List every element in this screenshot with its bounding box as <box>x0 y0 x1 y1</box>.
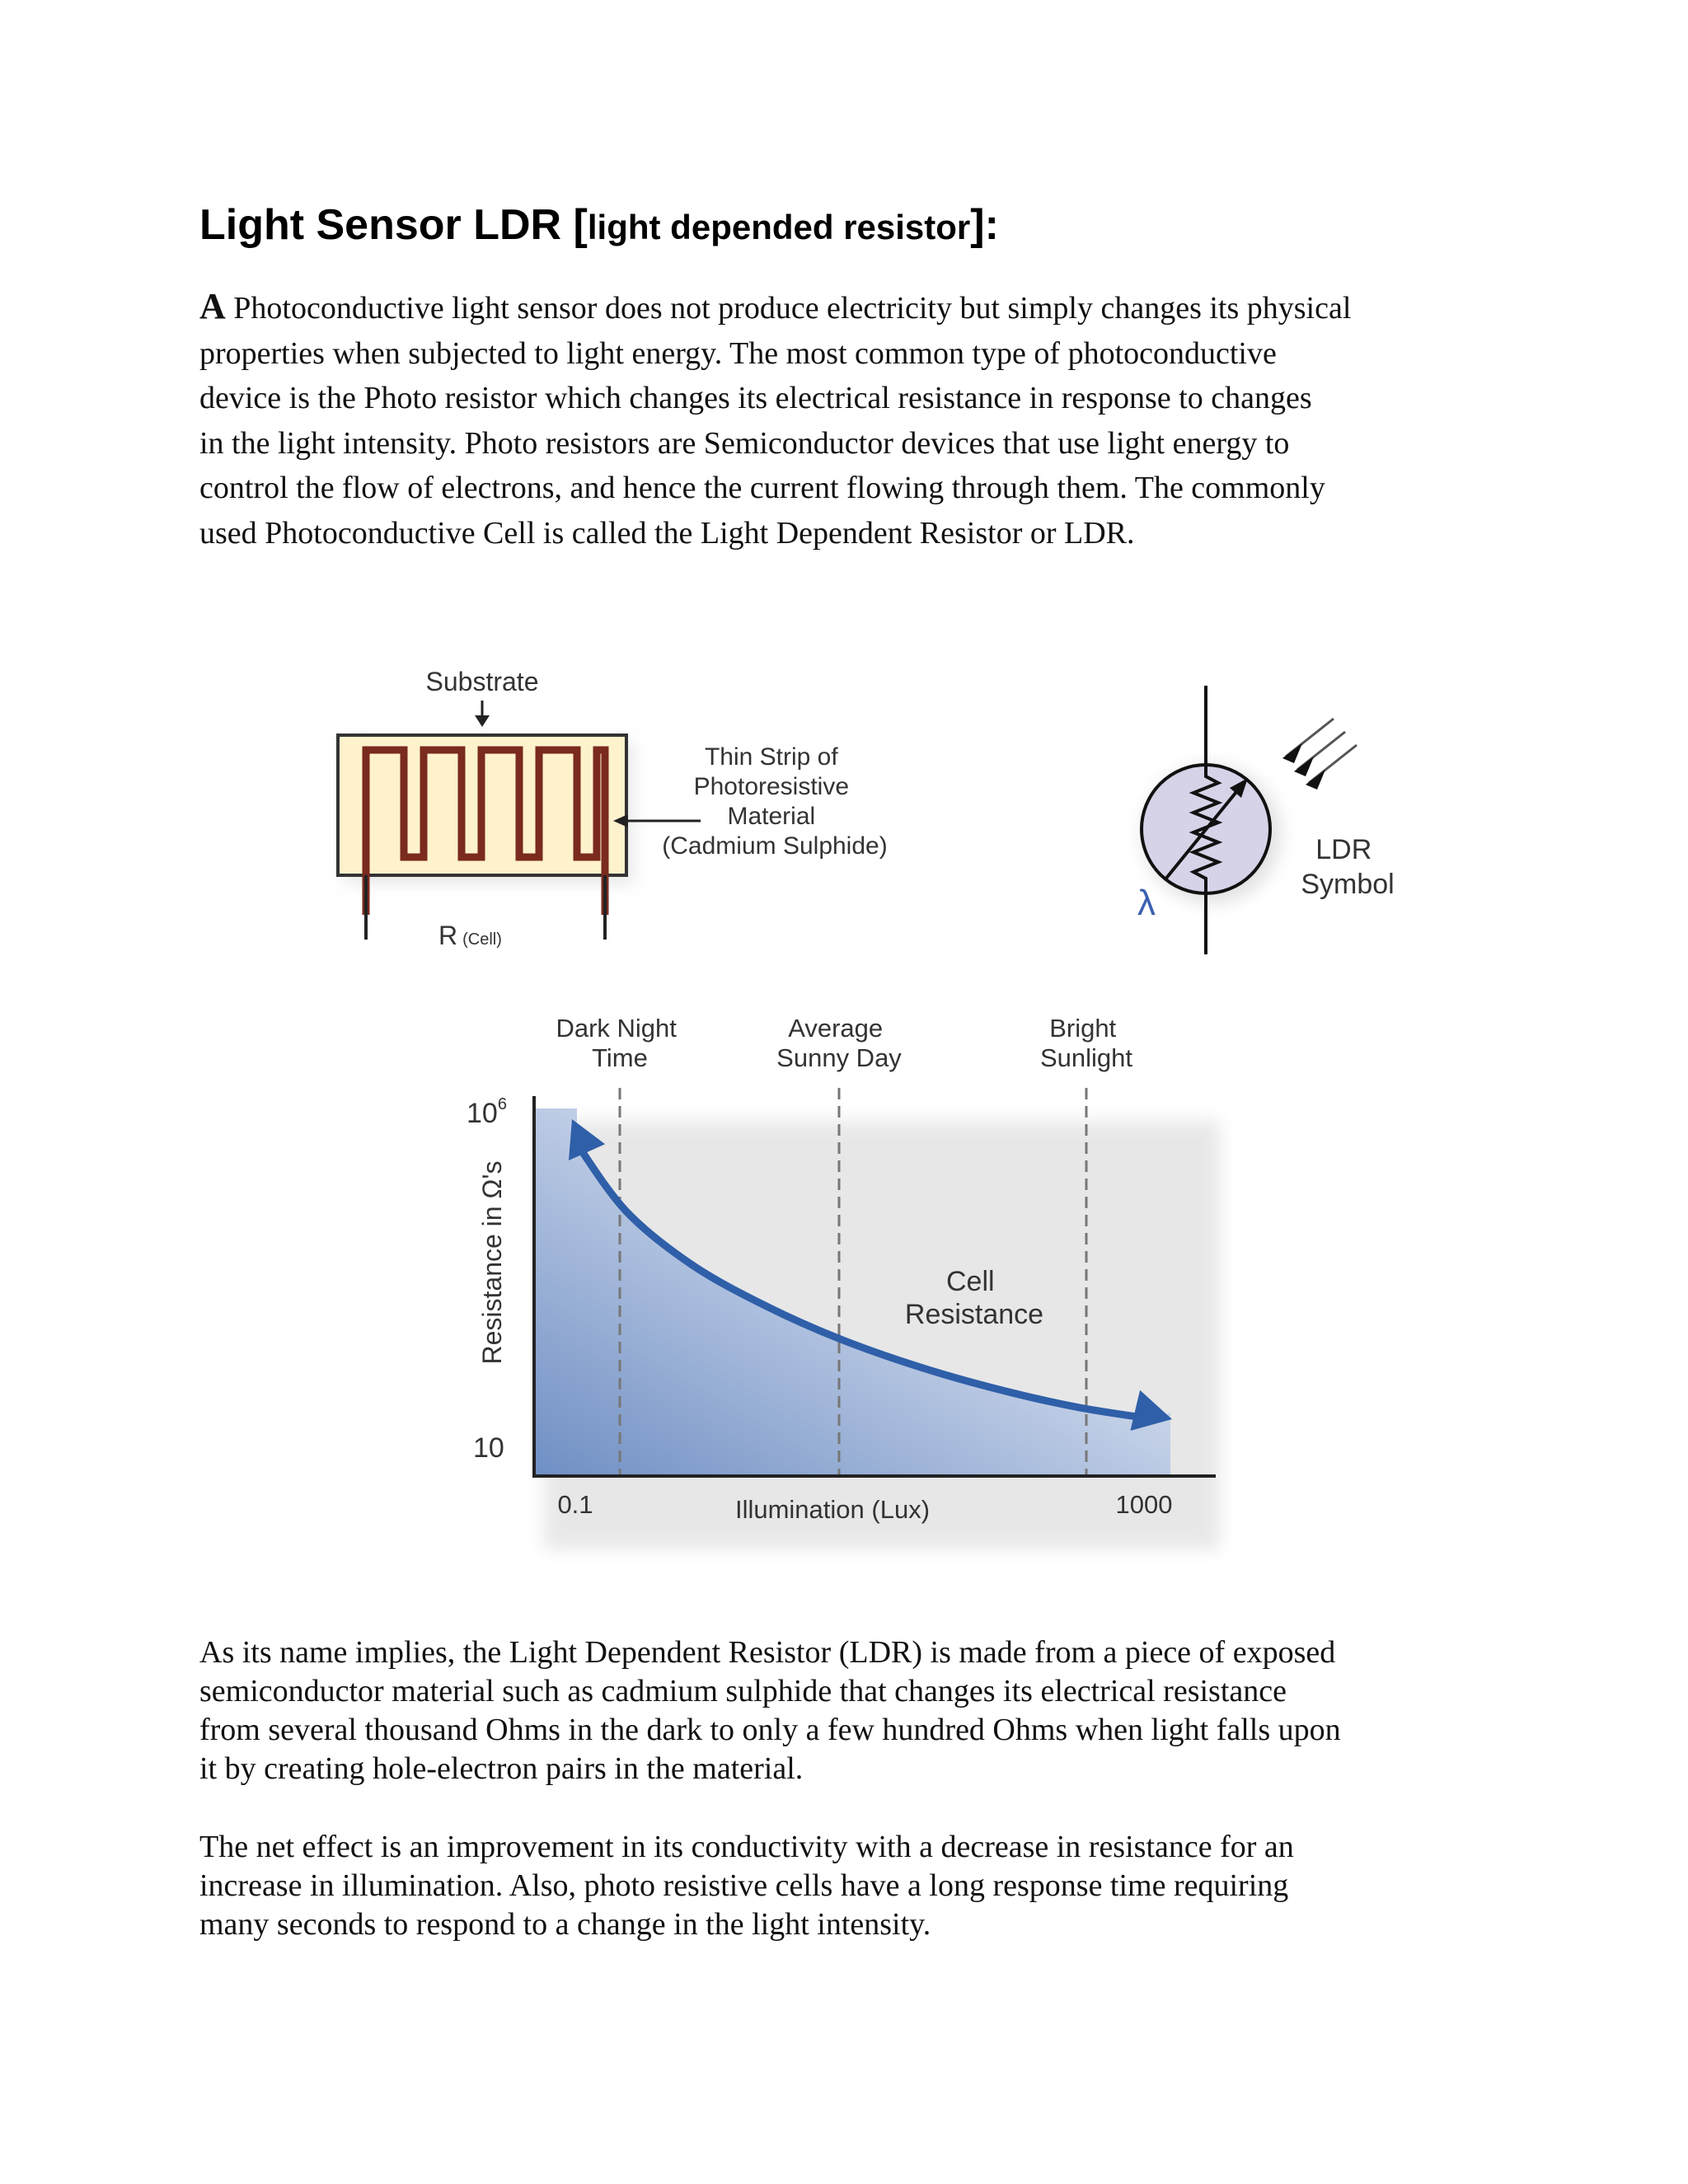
light-ray-head-3 <box>1306 770 1325 790</box>
light-ray-head-2 <box>1294 757 1314 776</box>
paragraph-line: control the flow of electrons, and hence the current flowing through them. The commonly <box>199 471 1325 505</box>
paragraph-line: device is the Photo resistor which changes its electrical resistance in response to changes <box>199 381 1312 415</box>
paragraph-line: As its name implies, the Light Dependent Resistor (LDR) is made from a piece of exposed <box>199 1635 1336 1670</box>
cell-resistance-label: R (Cell) <box>438 921 502 950</box>
x-tick-left: 0.1 <box>557 1490 593 1519</box>
curve-label: Cell Resistance <box>904 1266 1044 1330</box>
lambda-symbol: λ <box>1137 883 1156 923</box>
resistance-chart <box>467 1014 1220 1549</box>
body-paragraph <box>199 1828 1502 1944</box>
drop-cap: A <box>199 286 226 326</box>
x-tick-right: 1000 <box>1115 1490 1173 1519</box>
y-tick-bottom: 10 <box>473 1432 504 1464</box>
paragraph-line: semiconductor material such as cadmium sulphide that changes its electrical resistance <box>199 1674 1287 1708</box>
ldr-construction-diagram <box>338 667 888 950</box>
paragraph-line: increase in illumination. Also, photo resistive cells have a long response time requiring <box>199 1868 1289 1903</box>
title-main: Light Sensor LDR [ <box>199 201 588 249</box>
paragraph-line: used Photoconductive Cell is called the Light Dependent Resistor or LDR. <box>199 515 1135 551</box>
x-axis-label: Illumination (Lux) <box>734 1495 931 1524</box>
paragraph-line: The net effect is an improvement in its conductivity with a decrease in resistance for an <box>199 1830 1294 1864</box>
y-axis-label: Resistance in Ω's <box>477 1160 507 1365</box>
y-tick-top: $10^6$ <box>467 1095 507 1129</box>
ref-label-dark-night: Dark Night Time <box>556 1014 677 1072</box>
paragraph-line: properties when subjected to light energy. The most common type of photoconductive <box>199 335 1277 371</box>
paragraph-line: many seconds to respond to a change in the light intensity. <box>199 1907 931 1942</box>
ref-label-bright-sunlight: Bright Sunlight <box>1039 1014 1133 1072</box>
ref-label-sunny-day: Average Sunny Day <box>776 1014 902 1072</box>
substrate-label: Substrate <box>425 667 539 696</box>
title-subtitle: light depended resistor <box>587 208 971 246</box>
paragraph-line: from several thousand Ohms in the dark to only a few hundred Ohms when light falls upon <box>199 1713 1341 1747</box>
title-end: ]: <box>970 201 999 249</box>
paragraph-line: it by creating hole-electron pairs in the material. <box>199 1751 804 1786</box>
substrate-arrow-head <box>475 715 490 727</box>
paragraph-line: A Photoconductive light sensor does not produce electricity but simply changes its physical <box>199 286 1352 326</box>
light-ray-head-1 <box>1282 743 1302 763</box>
ldr-symbol <box>1137 686 1395 954</box>
paragraph-line: in the light intensity. Photo resistors are Semiconductor devices that use light energy to <box>199 425 1290 461</box>
ldr-symbol-label: LDR Symbol <box>1301 834 1395 900</box>
body-paragraph <box>199 1633 1502 1788</box>
strip-label: Thin Strip of Photoresistive Material (Cadmium Sulphide) <box>662 743 888 860</box>
